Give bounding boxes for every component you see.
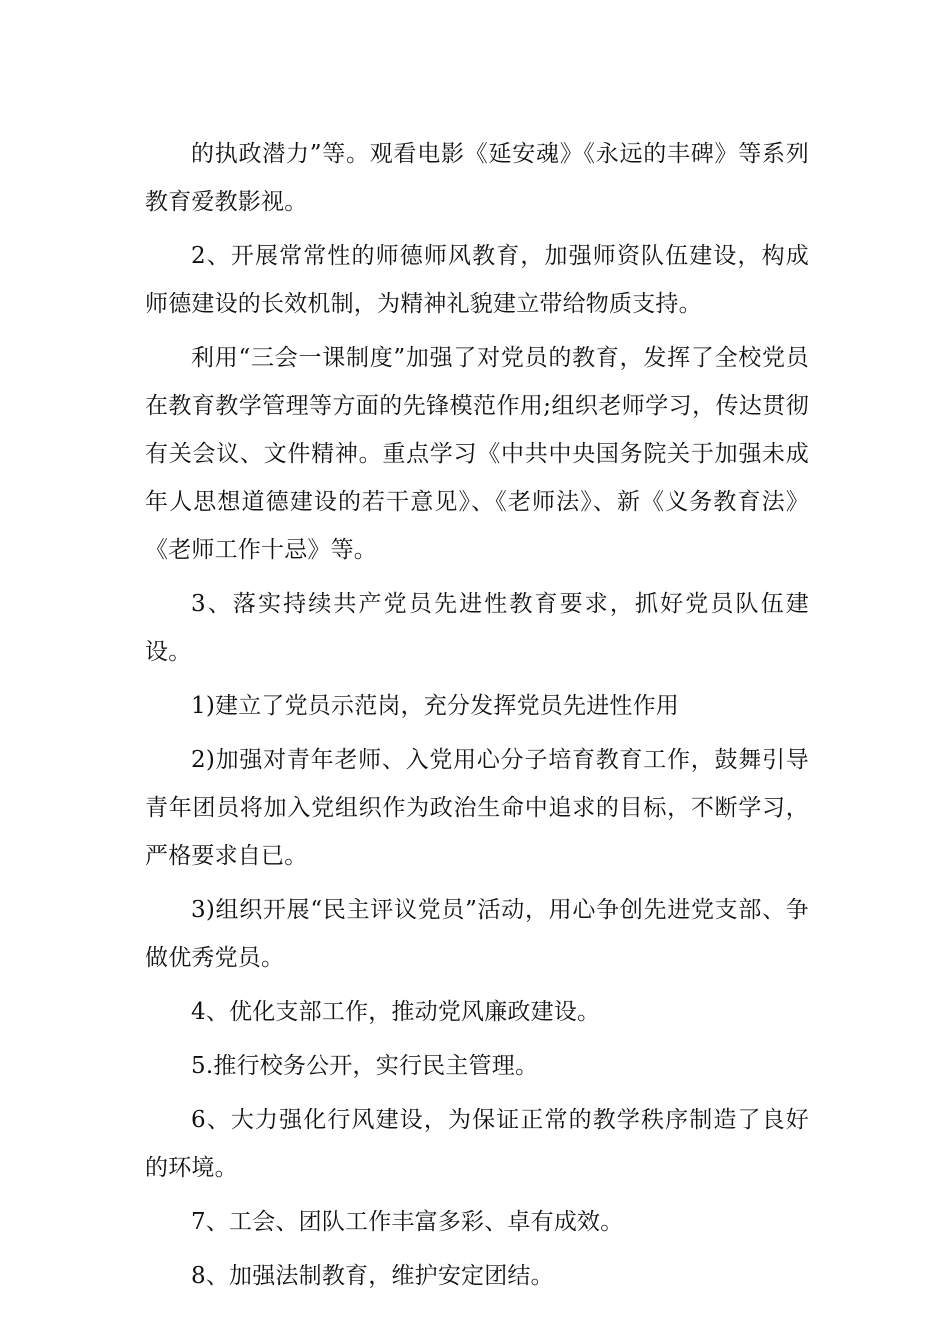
- paragraph-12: 8、加强法制教育，维护安定团结。: [191, 1263, 554, 1289]
- paragraph-9: 5.推行校务公开，实行民主管理。: [191, 1053, 539, 1079]
- document-body: [145, 130, 809, 1300]
- paragraph-3: 利用“三会一课制度”加强了对党员的教育，发挥了全校党员在教育教学管理等方面的先锋模范作用;组织老师学习，传达贯彻有关会议、文件精神。重点学习《中共中央国务院关于加强未成年人思想道德建设的若干意见》、《老师法》、新《义务教育法》《老师工作十忌》等。: [145, 345, 809, 563]
- paragraph-11: 7、工会、团队工作丰富多彩、卓有成效。: [191, 1209, 624, 1235]
- paragraph-8: 4、优化支部工作，推动党风廉政建设。: [191, 999, 601, 1025]
- paragraph-10: 6、大力强化行风建设，为保证正常的教学秩序制造了良好的环境。: [145, 1107, 809, 1181]
- paragraph-4: 3、落实持续共产党员先进性教育要求，抓好党员队伍建设。: [145, 591, 809, 665]
- paragraph-7: 3)组织开展“民主评议党员”活动，用心争创先进党支部、争做优秀党员。: [145, 897, 809, 971]
- paragraph-2: 2、开展常常性的师德师风教育，加强师资队伍建设，构成师德建设的长效机制，为精神礼貌建立带给物质支持。: [145, 243, 809, 317]
- paragraph-5: 1)建立了党员示范岗，充分发挥党员先进性作用: [191, 693, 680, 719]
- paragraph-6: 2)加强对青年老师、入党用心分子培育教育工作，鼓舞引导青年团员将加入党组织作为政治生命中追求的目标，不断学习，严格要求自已。: [145, 747, 809, 869]
- paragraph-1: 的执政潜力”等。观看电影《延安魂》《永远的丰碑》等系列教育爱教影视。: [145, 141, 809, 215]
